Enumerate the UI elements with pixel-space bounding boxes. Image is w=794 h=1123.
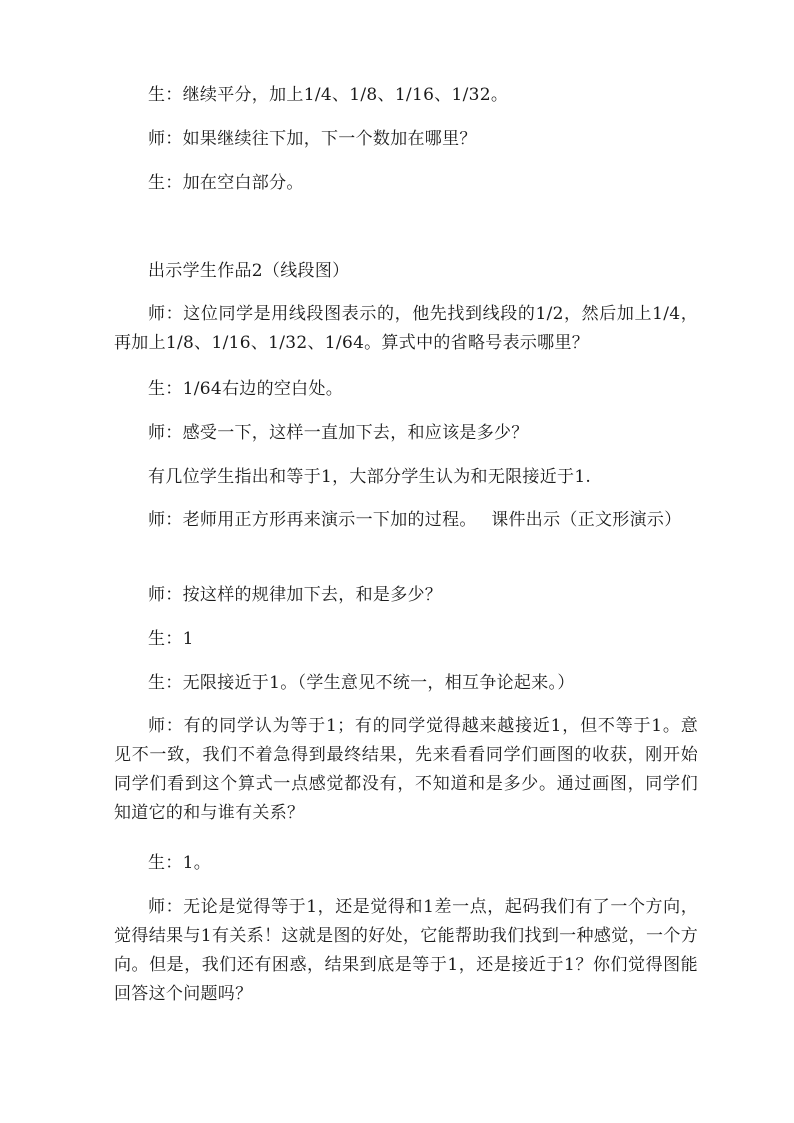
- paragraph: 生：继续平分，加上1/4、1/8、1/16、1/32。: [148, 85, 509, 105]
- paragraph: 生：加在空白部分。: [148, 173, 304, 193]
- paragraph: 生：1: [148, 629, 194, 649]
- paragraph: 生：1。: [148, 853, 212, 873]
- paragraph: 师：如果继续往下加，下一个数加在哪里？: [148, 129, 477, 149]
- paragraph: 师：有的同学认为等于1；有的同学觉得越来越接近1，但不等于1。意见不一致，我们不着急得到最终结果，先来看看同学们画图的收获，刚开始同学们看到这个算式一点感觉都没有，不知道和是多少。通过画图，同学们知道它的和与谁有关系？: [114, 716, 698, 823]
- paragraph: 生：无限接近于1。（学生意见不统一，相互争论起来。）: [148, 673, 575, 693]
- paragraph: 师：按这样的规律加下去，和是多少？: [148, 585, 443, 605]
- paragraph: 有几位学生指出和等于1，大部分学生认为和无限接近于1.: [148, 467, 592, 487]
- paragraph: 师：无论是觉得等于1，还是觉得和1差一点，起码我们有了一个方向，觉得结果与1有关系！这就是图的好处，它能帮助我们找到一种感觉，一个方向。但是，我们还有困惑，结果到底是等于1，还是接近于1？你们觉得图能回答这个问题吗？: [114, 897, 698, 1004]
- paragraph: 师：老师用正方形再来演示一下加的过程。 课件出示（正文形演示）: [148, 510, 682, 530]
- section-heading: 出示学生作品2（线段图）: [148, 261, 350, 281]
- paragraph: 生：1/64右边的空白处。: [148, 379, 344, 399]
- paragraph: 师：感受一下，这样一直加下去，和应该是多少？: [148, 423, 529, 443]
- paragraph: 师：这位同学是用线段图表示的，他先找到线段的1/2，然后加上1/4，再加上1/8、1/16、1/32、1/64。算式中的省略号表示哪里？: [114, 304, 698, 353]
